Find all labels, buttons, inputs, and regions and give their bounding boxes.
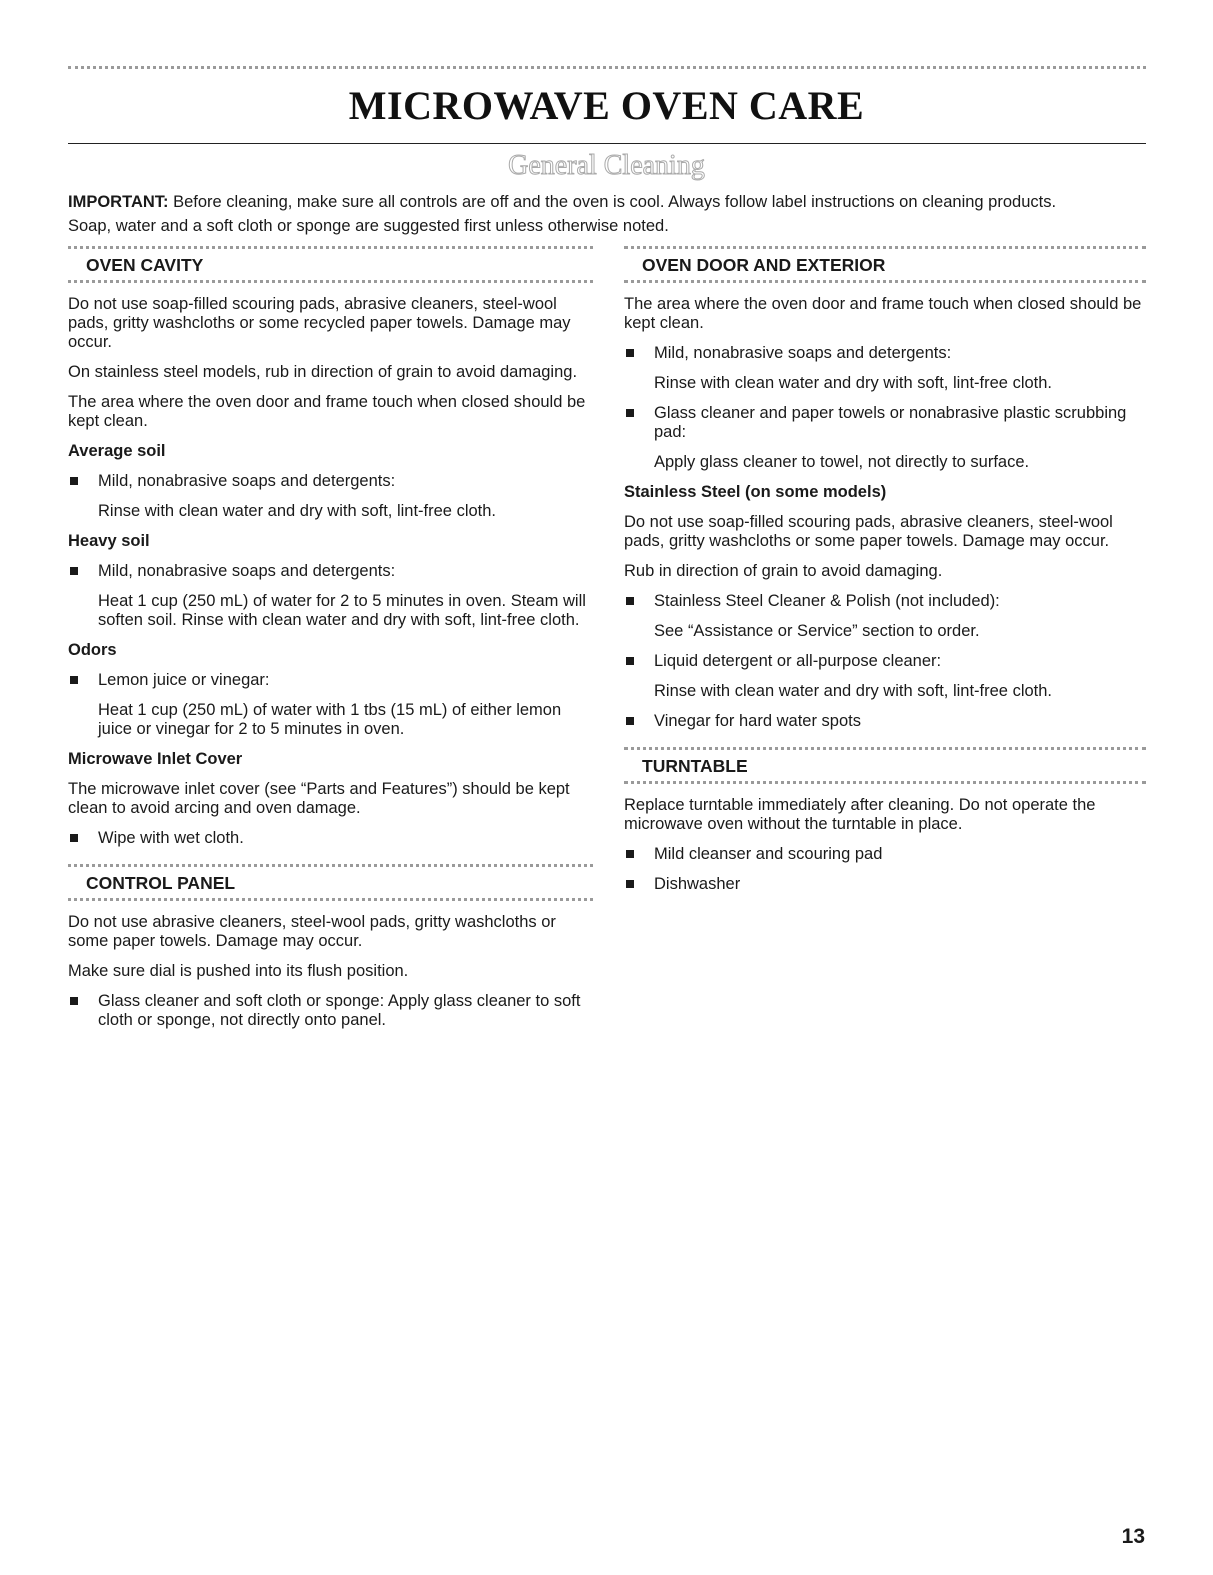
oven-cavity-heading: OVEN CAVITY <box>68 246 593 283</box>
stainless-bullet-3: Vinegar for hard water spots <box>624 712 1146 731</box>
odors-bullet: Lemon juice or vinegar: <box>68 671 593 690</box>
odors-heading: Odors <box>68 641 117 659</box>
turntable-heading: TURNTABLE <box>624 747 1146 784</box>
stainless-p2: Rub in direction of grain to avoid damaging. <box>624 562 943 580</box>
page-number: 13 <box>1121 1525 1145 1548</box>
stainless-bullet-2: Liquid detergent or all-purpose cleaner: <box>624 652 1146 671</box>
intro-text: Soap, water and a soft cloth or sponge are suggested first unless otherwise noted. <box>68 217 669 235</box>
oven-door-bullet-1: Mild, nonabrasive soaps and detergents: <box>624 344 1146 363</box>
stainless-p1: Do not use soap-filled scouring pads, abrasive cleaners, steel-wool pads, gritty washcloths or some paper towels. Damage may occur. <box>624 513 1113 550</box>
stainless-detail-2: Rinse with clean water and dry with soft, lint-free cloth. <box>654 682 1053 700</box>
oven-door-heading: OVEN DOOR AND EXTERIOR <box>624 246 1146 283</box>
inlet-cover-text: The microwave inlet cover (see “Parts and Features”) should be kept clean to avoid arcing and oven damage. <box>68 780 570 817</box>
control-panel-bullet: Glass cleaner and soft cloth or sponge: Apply glass cleaner to soft cloth or sponge, not directly onto panel. <box>68 992 593 1030</box>
control-panel-p2: Make sure dial is pushed into its flush position. <box>68 962 409 980</box>
inlet-cover-heading: Microwave Inlet Cover <box>68 750 243 768</box>
stainless-heading: Stainless Steel (on some models) <box>624 483 887 501</box>
average-soil-bullet: Mild, nonabrasive soaps and detergents: <box>68 472 593 491</box>
oven-cavity-p1: Do not use soap-filled scouring pads, abrasive cleaners, steel-wool pads, gritty washcloths or some recycled paper towels. Damage may occur. <box>68 295 571 351</box>
oven-door-detail-1: Rinse with clean water and dry with soft, lint-free cloth. <box>654 374 1053 392</box>
left-column <box>68 246 593 1041</box>
section-subtitle: General Cleaning <box>508 150 705 181</box>
average-soil-heading: Average soil <box>68 442 166 460</box>
oven-door-p1: The area where the oven door and frame touch when closed should be kept clean. <box>624 295 1142 332</box>
heavy-soil-heading: Heavy soil <box>68 532 150 550</box>
top-dotted-rule <box>68 66 1146 69</box>
oven-cavity-p3: The area where the oven door and frame touch when closed should be kept clean. <box>68 393 586 430</box>
stainless-detail-1: See “Assistance or Service” section to order. <box>654 622 980 640</box>
important-text: Before cleaning, make sure all controls are off and the oven is cool. Always follow label instructions on cleaning products. <box>168 193 1057 211</box>
page-title: MICROWAVE OVEN CARE <box>348 83 865 128</box>
turntable-bullet-1: Mild cleanser and scouring pad <box>624 845 1146 864</box>
title-rule <box>68 143 1146 144</box>
right-column <box>624 246 1146 905</box>
important-note <box>68 190 1158 214</box>
inlet-cover-bullet: Wipe with wet cloth. <box>68 829 593 848</box>
heavy-soil-bullet: Mild, nonabrasive soaps and detergents: <box>68 562 593 581</box>
intro-block <box>68 190 1158 238</box>
odors-detail: Heat 1 cup (250 mL) of water with 1 tbs (15 mL) of either lemon juice or vinegar for 2 to 5 minutes in oven. <box>98 701 562 738</box>
turntable-bullet-2: Dishwasher <box>624 875 1146 894</box>
control-panel-heading: CONTROL PANEL <box>68 864 593 901</box>
important-label: IMPORTANT: <box>68 193 169 211</box>
control-panel-p1: Do not use abrasive cleaners, steel-wool pads, gritty washcloths or some paper towels. Damage may occur. <box>68 913 556 950</box>
heavy-soil-detail: Heat 1 cup (250 mL) of water for 2 to 5 minutes in oven. Steam will soften soil. Rinse with clean water and dry with soft, lint-free cloth. <box>98 592 586 629</box>
oven-cavity-p2: On stainless steel models, rub in direction of grain to avoid damaging. <box>68 363 578 381</box>
average-soil-detail: Rinse with clean water and dry with soft, lint-free cloth. <box>98 502 497 520</box>
oven-door-bullet-2: Glass cleaner and paper towels or nonabrasive plastic scrubbing pad: <box>624 404 1146 442</box>
oven-door-detail-2: Apply glass cleaner to towel, not directly to surface. <box>654 453 1030 471</box>
stainless-bullet-1: Stainless Steel Cleaner & Polish (not included): <box>624 592 1146 611</box>
turntable-p1: Replace turntable immediately after cleaning. Do not operate the microwave oven without the turntable in place. <box>624 796 1096 833</box>
